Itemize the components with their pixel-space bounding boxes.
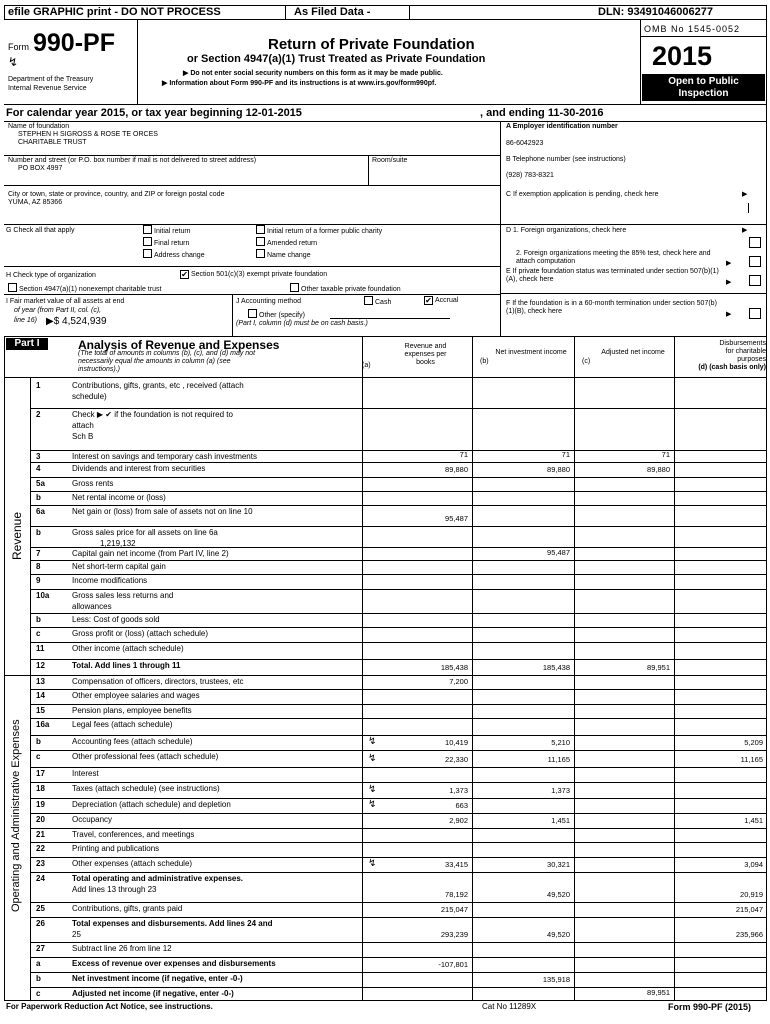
line-description: Other professional fees (attach schedule) [72, 752, 219, 761]
fmv-value: ▶$ 4,524,939 [46, 316, 107, 327]
line-number: b [36, 615, 41, 624]
line-description: Net short-term capital gain [72, 562, 166, 571]
row-divider [30, 547, 767, 548]
row-divider [30, 659, 767, 660]
line-number: a [36, 959, 41, 968]
part-i-desc-2: necessarily equal the amounts in column (a) (see [78, 358, 231, 365]
row-divider [30, 477, 767, 478]
row-divider [30, 642, 767, 643]
line-number: 4 [36, 464, 41, 473]
cash-label: Cash [375, 299, 392, 306]
e-label: E If private foundation status was terminated under section 507(b)(1)(A), check here [506, 268, 719, 283]
line-number: 21 [36, 830, 45, 839]
line-description: Accounting fees (attach schedule) [72, 737, 193, 746]
form-title: Return of Private Foundation [268, 36, 475, 53]
row-divider [30, 574, 767, 575]
amount-col-b: 11,165 [547, 755, 570, 764]
line-description: Check ▶ ✔ if the foundation is not required to [72, 410, 233, 419]
col-d-line3: purposes [737, 356, 766, 363]
line-description: Contributions, gifts, grants, etc , received (attach [72, 381, 244, 390]
line-description: Subtract line 26 from line 12 [72, 944, 172, 953]
line-number: c [36, 629, 41, 638]
other-taxable-label: Other taxable private foundation [301, 286, 401, 293]
amount-col-a: 33,415 [445, 860, 468, 869]
row-divider [30, 408, 767, 409]
line-description: Net gain or (loss) from sale of assets not on line 10 [72, 507, 253, 516]
line-number: 11 [36, 644, 45, 653]
attachment-icon[interactable]: ↯ [368, 753, 377, 764]
note-ssn: ▶ Do not enter social security numbers on this form as it may be made public. [183, 70, 443, 77]
line-number: 26 [36, 919, 45, 928]
d2-label: 2. Foreign organizations meeting the 85% test, check here and attach computation [516, 250, 711, 265]
line-number: 17 [36, 769, 45, 778]
initial-return-former-charity-checkbox[interactable] [256, 225, 382, 235]
line-number: 27 [36, 944, 45, 953]
check-h-label: H Check type of organization [6, 272, 96, 279]
footer-cat-no: Cat No 11289X [482, 1002, 537, 1011]
col-a-tag: (a) [362, 362, 371, 369]
calendar-year-left: For calendar year 2015, or tax year beginning 12-01-2015 [6, 107, 302, 119]
fmv-line2: of year (from Part II, col. (c), [14, 307, 102, 314]
amount-col-d: 20,919 [740, 890, 763, 899]
form-number: 990-PF [33, 29, 115, 57]
fmv-line3: line 16) [14, 317, 37, 324]
line-description: Capital gain net income (from Part IV, line 2) [72, 549, 229, 558]
col-c-header: Adjusted net income [601, 349, 665, 356]
amount-col-a: 215,047 [440, 905, 468, 914]
form-subtitle: or Section 4947(a)(1) Trust Treated as Private Foundation [187, 53, 486, 65]
amount-col-d: 5,209 [744, 738, 763, 747]
name-change-label: Name change [267, 252, 311, 259]
line-number: 3 [36, 452, 41, 461]
amount-col-a: -107,801 [438, 960, 468, 969]
row-divider [30, 505, 767, 506]
row-divider [30, 491, 767, 492]
amount-col-b: 1,373 [551, 786, 570, 795]
attachment-icon[interactable]: ↯ [368, 784, 377, 795]
address-change-label: Address change [154, 252, 205, 259]
initial-return-former-charity-label: Initial return of a former public charity [267, 228, 383, 235]
line-description: Income modifications [72, 576, 148, 585]
amount-col-a: 1,373 [449, 786, 468, 795]
amended-return-label: Amended return [267, 240, 318, 247]
col-d-line1: Disbursements [719, 340, 766, 347]
line-description: Compensation of officers, directors, trustees, etc [72, 677, 244, 686]
row-divider [30, 589, 767, 590]
row-divider [30, 902, 767, 903]
line-number: 16a [36, 720, 50, 729]
row-divider [30, 613, 767, 614]
row-divider [30, 917, 767, 918]
footer-paperwork: For Paperwork Reduction Act Notice, see instructions. [6, 1002, 213, 1011]
amount-col-c: 71 [661, 450, 670, 459]
line-description: Depreciation (attach schedule) and depletion [72, 800, 231, 809]
foundation-name-2: CHARITABLE TRUST [18, 139, 87, 146]
d2-checkbox[interactable] [749, 256, 761, 267]
other-taxable-checkbox[interactable] [290, 283, 401, 293]
part-i-desc-3: instructions).) [78, 366, 121, 373]
line-description: Net rental income or (loss) [72, 493, 166, 502]
open-public-badge [642, 74, 765, 101]
amount-col-a: 185,438 [440, 663, 468, 672]
line-description: Interest on savings and temporary cash investments [72, 452, 257, 461]
line-description-cont: 25 [72, 930, 81, 939]
other-method-checkbox[interactable] [248, 309, 305, 319]
line-description: Interest [72, 769, 99, 778]
row-divider [30, 798, 767, 799]
attachment-icon[interactable]: ↯ [368, 799, 377, 810]
amount-col-b: 95,487 [547, 548, 570, 557]
line-number: b [36, 974, 41, 983]
table-right-border [766, 5, 767, 1000]
row-divider [30, 782, 767, 783]
line-description: Gross sales less returns and [72, 591, 174, 600]
line-number: c [36, 752, 41, 761]
amount-col-d: 1,451 [744, 816, 763, 825]
amount-col-b: 30,321 [547, 860, 570, 869]
line-number: 5a [36, 479, 45, 488]
row-divider [30, 718, 767, 719]
line-description: Net investment income (if negative, enter -0-) [72, 974, 243, 983]
footer-form: Form 990-PF (2015) [668, 1002, 752, 1012]
note-info: ▶ Information about Form 990-PF and its instructions is at www.irs.gov/form990pf. [162, 80, 437, 87]
amount-col-a: 89,880 [445, 465, 468, 474]
f-arrow-icon: ▶ [726, 311, 732, 318]
amount-col-b: 135,918 [542, 975, 570, 984]
line-number: 7 [36, 549, 41, 558]
accrual-label: Accrual [435, 297, 459, 304]
exemption-pending-label: C If exemption application is pending, check here [506, 191, 659, 198]
line-number: 24 [36, 874, 45, 883]
col-a-line1: Revenue and [404, 343, 447, 350]
row-divider [30, 675, 767, 676]
cash-checkbox[interactable] [364, 296, 391, 306]
row-divider [30, 627, 767, 628]
dln: DLN: 93491046006277 [598, 6, 713, 18]
amount-col-c: 89,951 [647, 663, 670, 672]
accrual-checkbox[interactable]: ✔ Accrual [425, 296, 459, 305]
line-number: 23 [36, 859, 45, 868]
line-description: Legal fees (attach schedule) [72, 720, 173, 729]
address-change-checkbox[interactable] [143, 249, 205, 259]
efile-label: efile GRAPHIC print - DO NOT PROCESS [8, 6, 221, 18]
line-description: Other expenses (attach schedule) [72, 859, 193, 868]
line-description: Printing and publications [72, 844, 160, 853]
amount-col-b: 1,451 [551, 816, 570, 825]
amount-col-a: 71 [459, 450, 468, 459]
amount-col-a: 293,239 [440, 930, 468, 939]
open-public-text: Open to Public Inspection [668, 76, 739, 99]
line-description: Total. Add lines 1 through 11 [72, 661, 181, 670]
line-number: 14 [36, 691, 45, 700]
calendar-year-right: , and ending 11-30-2016 [480, 107, 604, 119]
line-description: Other employee salaries and wages [72, 691, 200, 700]
revenue-side-label: Revenue [10, 511, 24, 560]
row-divider [30, 842, 767, 843]
section-4947-checkbox[interactable] [8, 283, 161, 293]
ein-label: A Employer identification number [506, 123, 618, 130]
row-divider [30, 750, 767, 751]
attach-icon: ↯ [8, 55, 19, 69]
amount-col-d: 235,966 [735, 930, 763, 939]
tax-year: 2015 [652, 41, 713, 71]
cash-basis-note: (Part I, column (d) must be on cash basis.) [236, 320, 368, 327]
column-divider [674, 337, 675, 1000]
part-i-tag [6, 338, 48, 350]
filed-label: As Filed Data - [294, 6, 371, 18]
part-i-desc-1: (The total of amounts in columns (b), (c), and (d) may not [78, 350, 256, 357]
line-description: Less: Cost of goods sold [72, 615, 160, 624]
row-divider [30, 857, 767, 858]
d1-label: D 1. Foreign organizations, check here [506, 227, 627, 234]
amount-col-b: 5,210 [551, 738, 570, 747]
line-number: 19 [36, 800, 45, 809]
line-description: Other income (attach schedule) [72, 644, 184, 653]
col-a-line3: books [416, 359, 435, 366]
foundation-name-1: STEPHEN H SIGROSS & ROSE TE ORCES [18, 131, 158, 138]
name-change-checkbox[interactable] [256, 249, 311, 259]
initial-return-label: Initial return [154, 228, 191, 235]
row-divider [30, 704, 767, 705]
city-value: YUMA, AZ 85366 [8, 199, 63, 206]
line-number: 8 [36, 562, 41, 571]
room-label: Room/suite [372, 157, 408, 164]
other-method-label: Other (specify) [259, 312, 305, 319]
line-description: Total expenses and disbursements. Add lines 24 and [72, 919, 273, 928]
line-description: Gross rents [72, 479, 114, 488]
initial-return-checkbox[interactable] [143, 225, 191, 235]
col-c-tag: (c) [582, 358, 591, 365]
line-description: Occupancy [72, 815, 113, 824]
amount-col-a: 10,419 [445, 738, 468, 747]
amount-col-b: 71 [561, 450, 570, 459]
line-description: Gross sales price for all assets on line 6a [72, 528, 218, 537]
table-left-border [4, 337, 5, 1000]
row-divider [30, 972, 767, 973]
line-number: 9 [36, 576, 41, 585]
amount-col-b: 49,520 [547, 890, 570, 899]
section-501c3-label: Section 501(c)(3) exempt private foundation [191, 271, 328, 278]
line-description-cont: 1,219,132 [100, 539, 136, 548]
amount-col-d: 11,165 [740, 755, 763, 764]
amount-col-a: 7,200 [449, 677, 468, 686]
section-4947-label: Section 4947(a)(1) nonexempt charitable trust [19, 286, 162, 293]
line-number: 6a [36, 507, 45, 516]
row-divider [30, 957, 767, 958]
row-divider [30, 526, 767, 527]
col-d-line2: for charitable [725, 348, 766, 355]
name-label: Name of foundation [8, 123, 70, 130]
attachment-icon[interactable]: ↯ [368, 858, 377, 869]
row-divider [30, 942, 767, 943]
line-number: b [36, 493, 41, 502]
line-description: Taxes (attach schedule) (see instructions) [72, 784, 220, 793]
amount-col-b: 89,880 [547, 465, 570, 474]
line-description-cont: attach [72, 421, 94, 430]
f-checkbox[interactable] [749, 308, 761, 319]
attachment-icon[interactable]: ↯ [368, 736, 377, 747]
line-description-cont: Sch B [72, 432, 94, 441]
d1-checkbox[interactable] [749, 237, 761, 248]
dept-line2: Internal Revenue Service [8, 85, 87, 92]
line-number: 15 [36, 706, 45, 715]
amount-col-b: 185,438 [542, 663, 570, 672]
amount-col-a: 663 [455, 801, 468, 810]
row-divider [30, 767, 767, 768]
amount-col-c: 89,951 [647, 988, 670, 997]
ein-value: 86-6042923 [506, 140, 544, 147]
line-description: Contributions, gifts, grants paid [72, 904, 183, 913]
part-i-title: Analysis of Revenue and Expenses [78, 338, 280, 352]
row-divider [30, 813, 767, 814]
city-label: City or town, state or province, country, and ZIP or foreign postal code [8, 191, 225, 198]
amount-col-d: 215,047 [735, 905, 763, 914]
exemption-arrow-icon: ▶ [742, 191, 748, 198]
street-value: PO BOX 4997 [18, 165, 63, 172]
line-number: 20 [36, 815, 45, 824]
line-number: b [36, 528, 41, 537]
check-g-label: G Check all that apply [6, 227, 75, 234]
line-description-cont: allowances [72, 602, 112, 611]
accounting-method-label: J Accounting method [236, 298, 301, 305]
omb-number: OMB No 1545-0052 [644, 24, 741, 34]
line-number: 2 [36, 410, 41, 419]
d1-arrow-icon: ▶ [742, 227, 748, 234]
form-prefix: Form [8, 42, 29, 52]
line-description: Travel, conferences, and meetings [72, 830, 195, 839]
amount-col-d: 3,094 [744, 860, 763, 869]
f-label: F If the foundation is in a 60-month termination under section 507(b)(1)(B), check here [506, 300, 717, 315]
line-description: Excess of revenue over expenses and disbursements [72, 959, 276, 968]
expenses-side-label: Operating and Administrative Expenses [10, 719, 22, 912]
col-d-line4: (d) (cash basis only) [698, 364, 766, 371]
col-a-line2: expenses per [404, 351, 447, 358]
row-divider [30, 828, 767, 829]
line-number: 18 [36, 784, 45, 793]
line-description-cont: Add lines 13 through 23 [72, 885, 157, 894]
row-divider [30, 462, 767, 463]
row-divider [30, 560, 767, 561]
line-description-cont: schedule) [72, 392, 107, 401]
amount-col-b: 49,520 [547, 930, 570, 939]
line-description: Adjusted net income (if negative, enter -0-) [72, 989, 234, 998]
street-label: Number and street (or P.O. box number if mail is not delivered to street address) [8, 157, 257, 164]
line-number: 22 [36, 844, 45, 853]
line-number: 10a [36, 591, 50, 600]
line-description: Gross profit or (loss) (attach schedule) [72, 629, 209, 638]
row-divider [30, 735, 767, 736]
line-number: 13 [36, 677, 45, 686]
col-d-header [666, 340, 766, 372]
col-a-header [378, 343, 473, 367]
phone-value: (928) 783-8321 [506, 172, 554, 179]
e-checkbox[interactable] [749, 275, 761, 286]
amount-col-a: 95,487 [445, 514, 468, 523]
section-501c3-checkbox[interactable]: ✔ Section 501(c)(3) exempt private foundation [181, 270, 328, 279]
col-b-header: Net investment income [495, 349, 567, 356]
line-description: Dividends and interest from securities [72, 464, 206, 473]
amount-col-c: 89,880 [647, 465, 670, 474]
phone-label: B Telephone number (see instructions) [506, 156, 626, 163]
fmv-line1: I Fair market value of all assets at end [6, 298, 125, 305]
amount-col-a: 22,330 [445, 755, 468, 764]
col-b-tag: (b) [480, 358, 489, 365]
amended-return-checkbox[interactable] [256, 237, 317, 247]
d2-arrow-icon: ▶ [726, 260, 732, 267]
part-i-tag-text: Part I [14, 338, 40, 349]
e-arrow-icon: ▶ [726, 279, 732, 286]
final-return-label: Final return [154, 240, 190, 247]
amount-col-a: 78,192 [445, 890, 468, 899]
final-return-checkbox[interactable] [143, 237, 189, 247]
line-number: b [36, 737, 41, 746]
line-description: Pension plans, employee benefits [72, 706, 192, 715]
line-number: 25 [36, 904, 45, 913]
line-number: 1 [36, 381, 41, 390]
row-divider [30, 689, 767, 690]
line-number: 12 [36, 661, 45, 670]
line-number: c [36, 989, 41, 998]
line-description: Total operating and administrative expenses. [72, 874, 244, 883]
row-divider [30, 872, 767, 873]
amount-col-a: 2,902 [449, 816, 468, 825]
dept-line1: Department of the Treasury [8, 76, 94, 83]
